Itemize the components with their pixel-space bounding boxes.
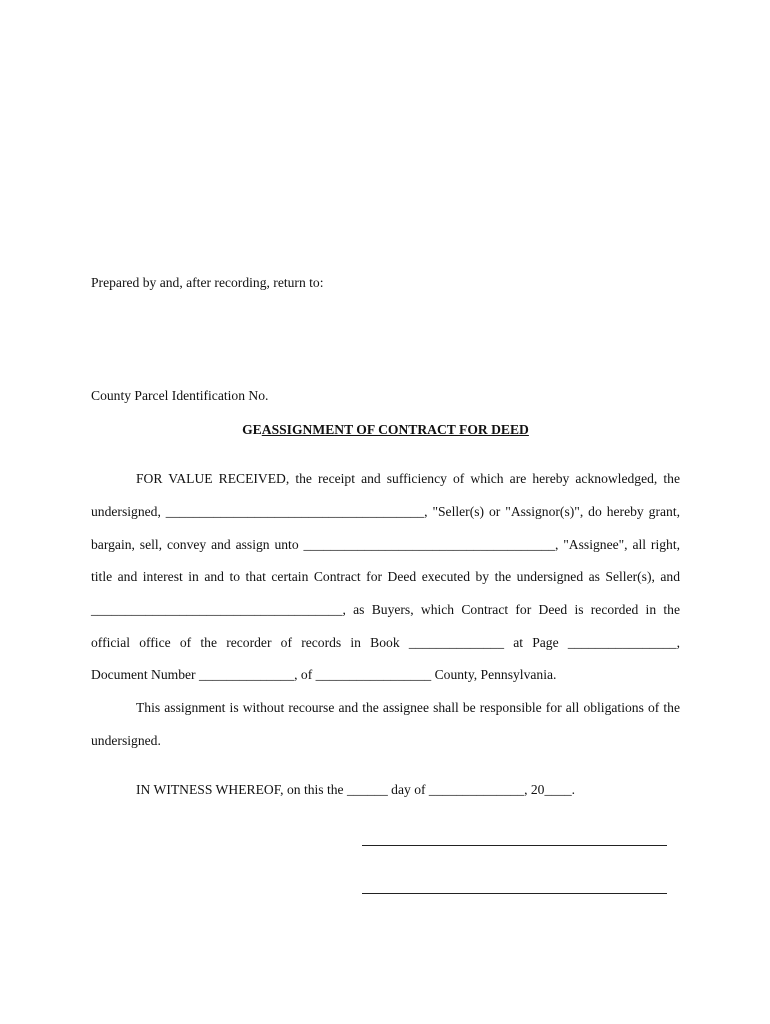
body-line-2: undersigned, ______________________________________, "Seller(s) or "Assignor(s)", do hereby grant, xyxy=(91,504,680,519)
body-line-8: This assignment is without recourse and the assignee shall be responsible for all obligations of the xyxy=(136,700,680,715)
body-line-3: bargain, sell, convey and assign unto _____________________________________, "Assignee", all right, xyxy=(91,537,680,552)
signature-line-2 xyxy=(362,893,667,894)
title-prefix: GE xyxy=(242,422,262,437)
body-line-5: _____________________________________, as Buyers, which Contract for Deed is recorded in the xyxy=(91,602,680,617)
signature-line-1 xyxy=(362,845,667,846)
body-line-1: FOR VALUE RECEIVED, the receipt and sufficiency of which are hereby acknowledged, the xyxy=(136,471,680,486)
prepared-by-label: Prepared by and, after recording, return to: xyxy=(91,275,324,290)
title-main: ASSIGNMENT OF CONTRACT FOR DEED xyxy=(261,422,529,437)
body-line-9: undersigned. xyxy=(91,733,161,748)
parcel-id-label: County Parcel Identification No. xyxy=(91,388,269,403)
document-title xyxy=(91,421,680,439)
witness-line: IN WITNESS WHEREOF, on this the ______ day of ______________, 20____. xyxy=(136,782,576,797)
body-line-4: title and interest in and to that certain Contract for Deed executed by the undersigned as Seller(s), and xyxy=(91,569,680,584)
body-line-6: official office of the recorder of records in Book ______________ at Page ________________, xyxy=(91,635,680,650)
body-line-7: Document Number ______________, of _________________ County, Pennsylvania. xyxy=(91,667,557,682)
